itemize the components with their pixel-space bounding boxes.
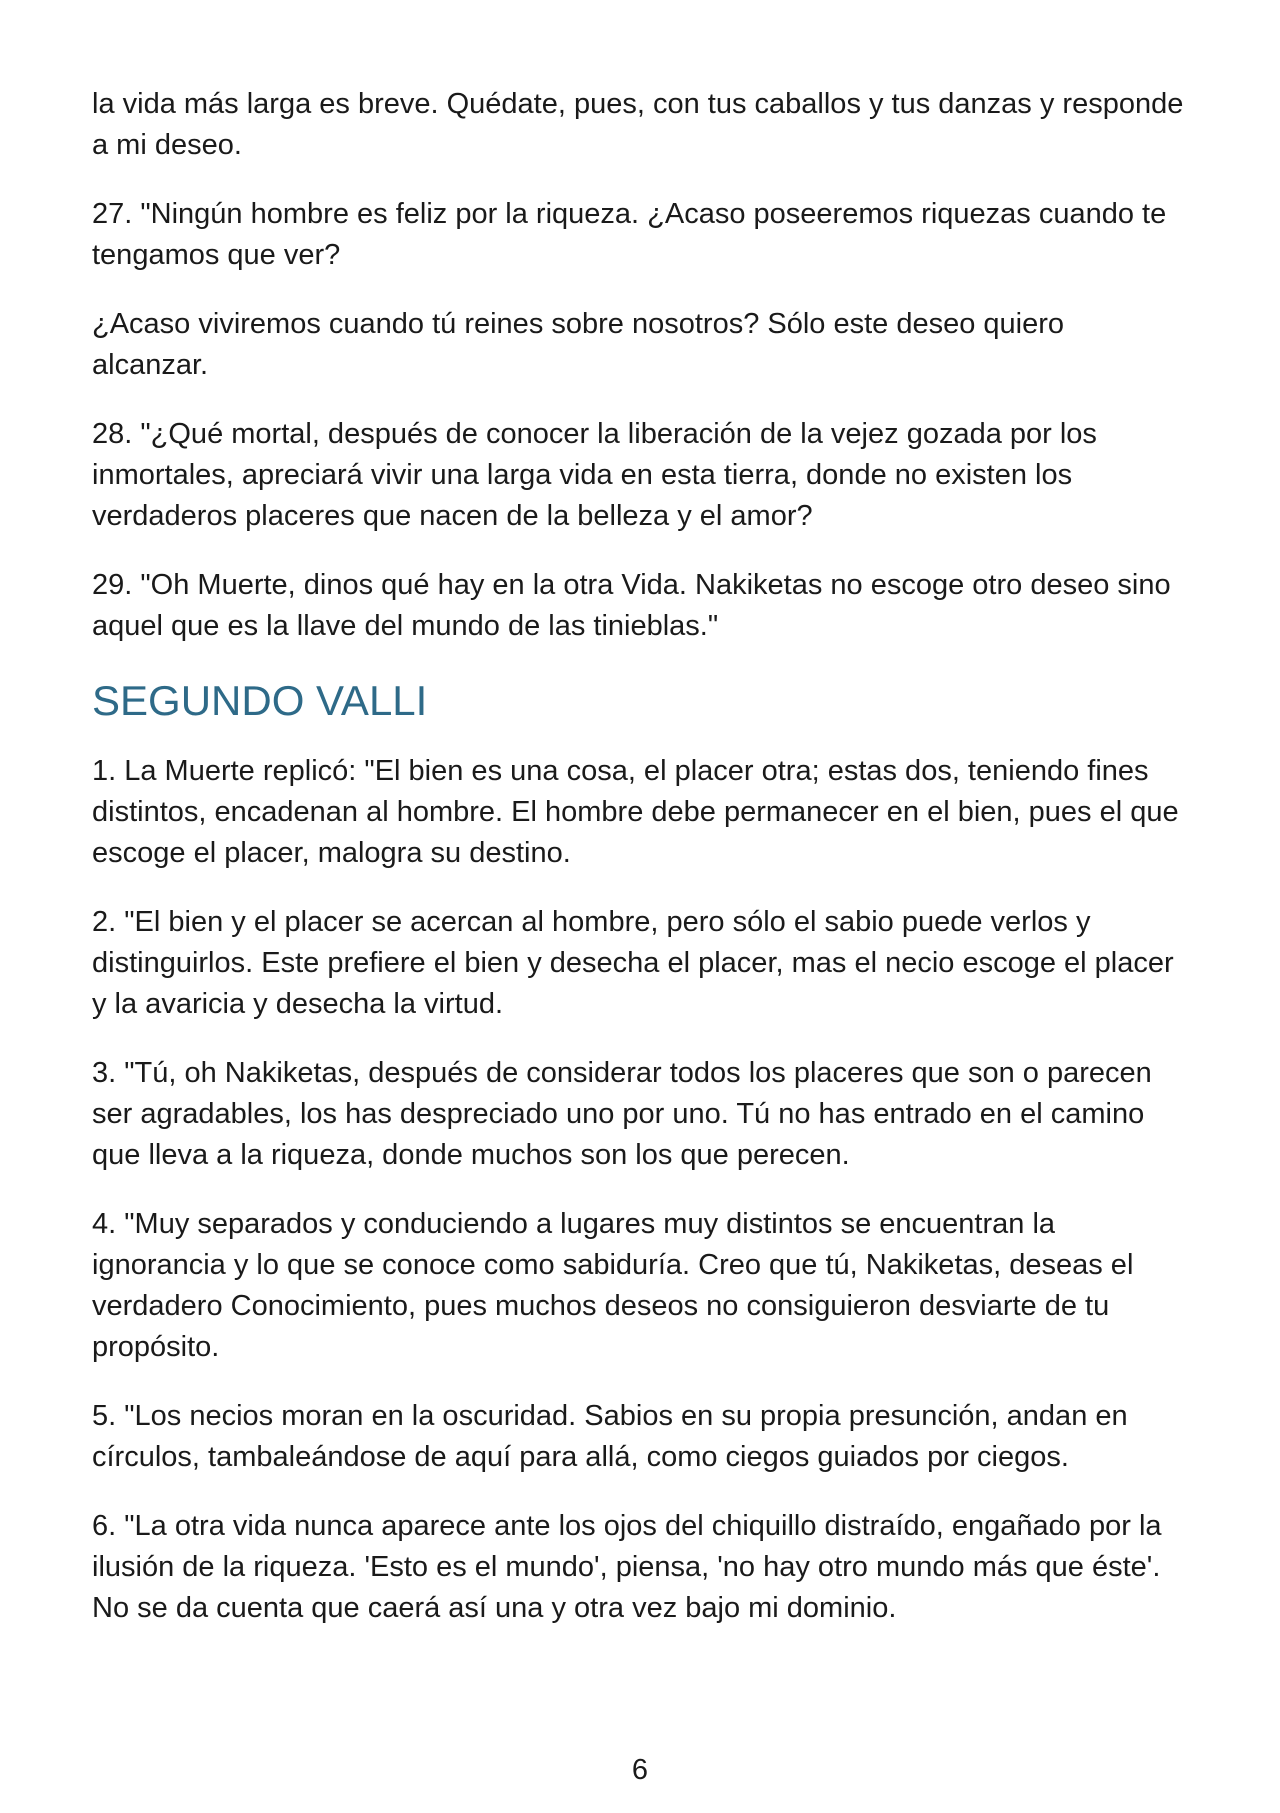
paragraph-5: 5. "Los necios moran en la oscuridad. Sabios en su propia presunción, andan en círculos, tambaleándose de aquí para allá, como ciegos guiados por ciegos. (92, 1400, 1128, 1473)
paragraph-29: 29. "Oh Muerte, dinos qué hay en la otra Vida. Nakiketas no escoge otro deseo sino aquel que es la llave del mundo de las tinieblas." (92, 569, 1171, 642)
paragraph-2: 2. "El bien y el placer se acercan al hombre, pero sólo el sabio puede verlos y distinguirlos. Este prefiere el bien y desecha el placer, mas el necio escoge el placer y la avaricia y desecha la virtud. (92, 906, 1174, 1020)
paragraph-1: 1. La Muerte replicó: "El bien es una cosa, el placer otra; estas dos, teniendo fines distintos, encadenan al hombre. El hombre debe permanecer en el bien, pues el que escoge el placer, malogra su destino. (92, 755, 1179, 869)
paragraph-27: 27. "Ningún hombre es feliz por la riqueza. ¿Acaso poseeremos riquezas cuando te tengamos que ver? (92, 198, 1167, 271)
paragraph-3: 3. "Tú, oh Nakiketas, después de considerar todos los placeres que son o parecen ser agradables, los has despreciado uno por uno. Tú no has entrado en el camino que lleva a la riqueza, donde muchos son los que perecen. (92, 1057, 1152, 1171)
paragraph-4: 4. "Muy separados y conduciendo a lugares muy distintos se encuentran la ignorancia y lo que se conoce como sabiduría. Creo que tú, Nakiketas, deseas el verdadero Conocimiento, pues muchos deseos no consiguieron desviarte de tu propósito. (92, 1208, 1134, 1363)
paragraph-6: 6. "La otra vida nunca aparece ante los ojos del chiquillo distraído, engañado por la ilusión de la riqueza. 'Esto es el mundo', piensa, 'no hay otro mundo más que éste'. No se da cuenta que caerá así una y otra vez bajo mi dominio. (92, 1510, 1162, 1624)
page-number: 6 (631, 1754, 649, 1786)
section-heading: SEGUNDO VALLI (92, 677, 428, 724)
paragraph: ¿Acaso viviremos cuando tú reines sobre nosotros? Sólo este deseo quiero alcanzar. (92, 308, 1065, 381)
paragraph-28: 28. "¿Qué mortal, después de conocer la liberación de la vejez gozada por los inmortales, apreciará vivir una larga vida en esta tierra, donde no existen los verdaderos placeres que nacen de la belleza y el amor? (92, 418, 1097, 532)
paragraph: la vida más larga es breve. Quédate, pues, con tus caballos y tus danzas y responde a mi deseo. (92, 88, 1184, 161)
